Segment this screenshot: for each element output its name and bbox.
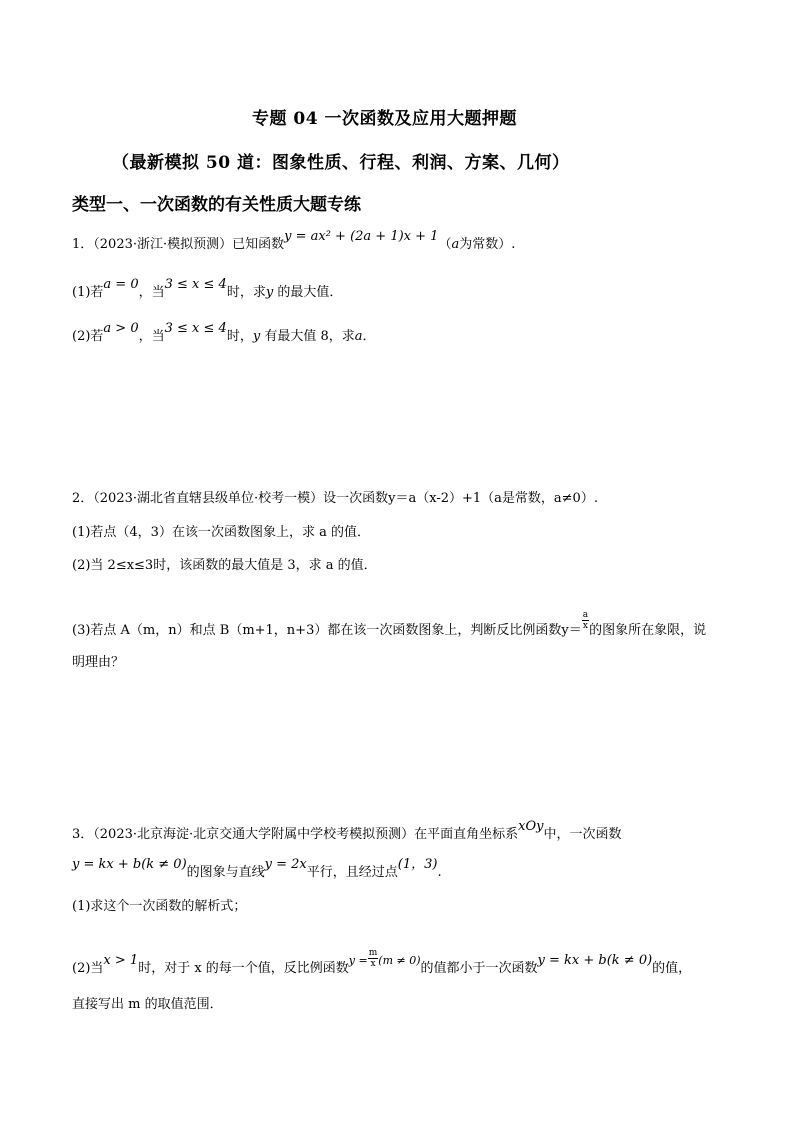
question-2-part-2: (2)当 2≤x≤3时，该函数的最大值是 3，求 a 的值． bbox=[72, 558, 377, 573]
question-1-part-1: (1)若a = 0，当3 ≤ x ≤ 4时，求y 的最大值． bbox=[72, 277, 343, 300]
page-subtitle: （最新模拟 50 道：图象性质、行程、利润、方案、几何） bbox=[112, 153, 570, 173]
question-2-part-3: (3)若点 A（m，n）和点 B（m+1，n+3）都在该一次函数图象上，判断反比例函数y＝ $\frac{a}{x}$ 的图象所在象限，说 bbox=[72, 610, 707, 638]
question-3-part-1: (1)求这个一次函数的解析式； bbox=[72, 899, 247, 914]
question-2-part-1: (1)若点（4，3）在该一次函数图象上，求 a 的值． bbox=[72, 525, 370, 540]
question-3-part-2-cont: 直接写出 m 的取值范围． bbox=[72, 997, 223, 1012]
q1-formula: y = ax² + (2a + 1)x + 1 bbox=[284, 229, 439, 244]
q2-fraction: $\frac{a}{x}$ bbox=[582, 610, 589, 631]
question-3-part-2: (2)当x > 1时，对于 x 的每一个值，反比例函数$^{y =}$ $\frac{m}{x}$ $^{(m \ne 0)}$的值都小于一次函数y = kx + b(k ≠ 0)的值， bbox=[72, 948, 692, 976]
question-3-intro: 3．（2023·北京海淀·北京交通大学附属中学校考模拟预测）在平面直角坐标系xOy中，一次函数 bbox=[72, 819, 622, 842]
question-3-line-2: y = kx + b(k ≠ 0)的图象与直线y = 2x平行，且经过点(1，3). bbox=[72, 857, 442, 880]
question-1-part-2: (2)若a > 0，当3 ≤ x ≤ 4时，y 有最大值 8，求a． bbox=[72, 321, 376, 344]
page-title: 专题 04 一次函数及应用大题押题 bbox=[252, 109, 517, 129]
question-2-intro: 2．（2023·湖北省直辖县级单位·校考一模）设一次函数y＝a（x-2）+1（a是常数，a≠0）. bbox=[72, 491, 598, 506]
section-heading: 类型一、一次函数的有关性质大题专练 bbox=[72, 195, 361, 215]
question-2-part-3-cont: 明理由？ bbox=[72, 655, 125, 670]
q3-fraction: $\frac{m}{x}$ bbox=[368, 948, 378, 969]
question-1-intro: 1．（2023·浙江·模拟预测）已知函数y = ax² + (2a + 1)x + 1（a为常数）. bbox=[72, 229, 516, 252]
q2-function: y＝a（x-2）+1（a是常数，a≠0）. bbox=[388, 491, 598, 506]
